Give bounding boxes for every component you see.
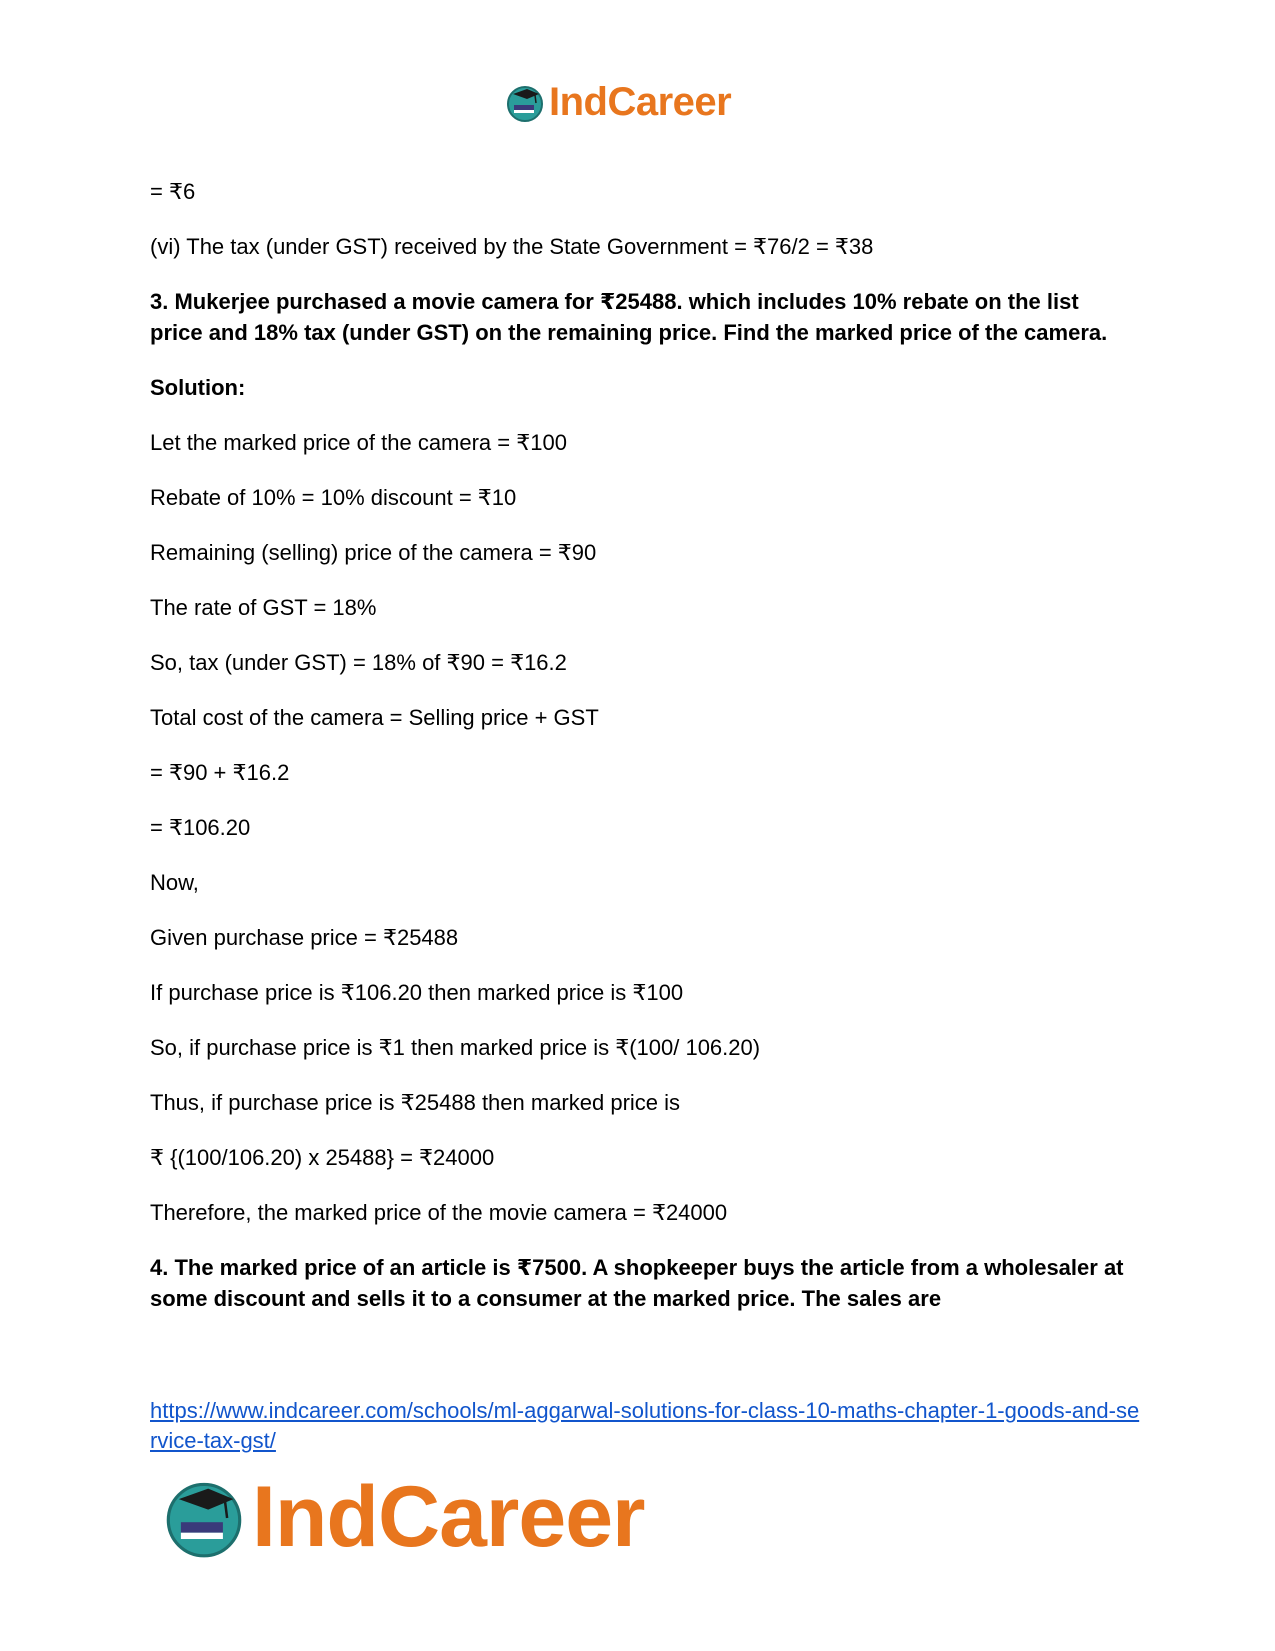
text-paragraph: = ₹106.20 [150, 815, 251, 840]
graduation-globe-icon [505, 83, 545, 123]
text-paragraph: Thus, if purchase price is ₹25488 then marked price is [150, 1090, 681, 1115]
footer-logo [162, 1468, 645, 1567]
text-paragraph: Therefore, the marked price of the movie camera = ₹24000 [150, 1200, 728, 1225]
text-paragraph: Let the marked price of the camera = ₹100 [150, 430, 567, 455]
text-paragraph: Now, [150, 870, 199, 895]
text-paragraph: Given purchase price = ₹25488 [150, 925, 459, 950]
text-paragraph: If purchase price is ₹106.20 then marked price is ₹100 [150, 980, 684, 1005]
text-paragraph: The rate of GST = 18% [150, 595, 377, 620]
text-paragraph: Rebate of 10% = 10% discount = ₹10 [150, 485, 517, 510]
text-paragraph: = ₹90 + ₹16.2 [150, 760, 290, 785]
text-paragraph: (vi) The tax (under GST) received by the State Government = ₹76/2 = ₹38 [150, 234, 874, 259]
source-link[interactable]: https://www.indcareer.com/schools/ml-aggarwal-solutions-for-class-10-maths-chapter-1-goods-and-service-tax-gst/ [150, 1398, 1140, 1453]
question-paragraph: 4. The marked price of an article is ₹7500. A shopkeeper buys the article from a wholesaler at some discount and sells it to a consumer at the marked price. The sales are [150, 1255, 1130, 1311]
text-paragraph: So, tax (under GST) = 18% of ₹90 = ₹16.2 [150, 650, 567, 675]
document-body [150, 176, 1130, 1338]
header-logo [505, 80, 731, 125]
text-paragraph: Total cost of the camera = Selling price + GST [150, 705, 599, 730]
question-paragraph: 3. Mukerjee purchased a movie camera for ₹25488. which includes 10% rebate on the list price and 18% tax (under GST) on the remaining price. Find the marked price of the camera. [150, 289, 1108, 345]
header-logo-text: IndCareer [549, 80, 732, 124]
text-paragraph: So, if purchase price is ₹1 then marked price is ₹(100/ 106.20) [150, 1035, 761, 1060]
graduation-globe-icon [162, 1476, 246, 1560]
text-paragraph: = ₹6 [150, 179, 196, 204]
text-paragraph: ₹ {(100/106.20) x 25488} = ₹24000 [150, 1145, 495, 1170]
text-paragraph: Remaining (selling) price of the camera = ₹90 [150, 540, 597, 565]
footer-logo-text: IndCareer [252, 1469, 645, 1565]
question-paragraph: Solution: [150, 375, 246, 400]
